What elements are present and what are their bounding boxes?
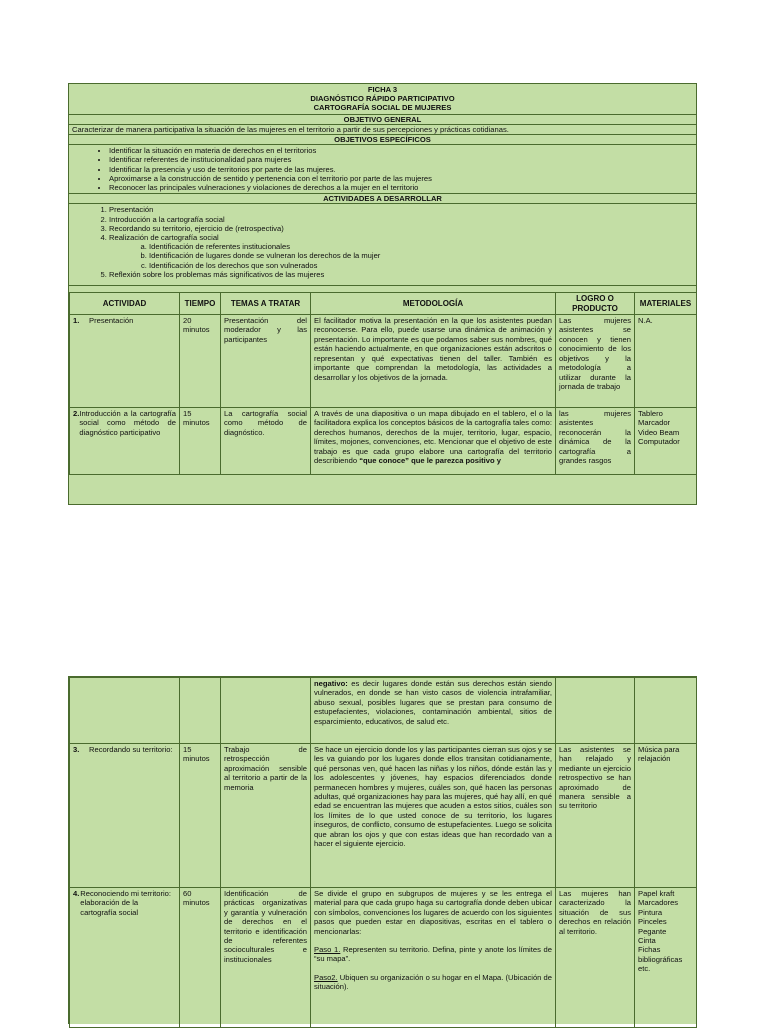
logro-cell: Las mujeres han caracterizado la situación de sus derechos en relación al territorio.: [556, 888, 635, 1028]
actividad-text: Recordando su territorio:: [89, 745, 173, 754]
metodologia-cell: [311, 678, 556, 744]
activities-table-continued: [69, 677, 697, 1028]
objetivos-especificos-label: OBJETIVOS ESPECÍFICOS: [69, 135, 696, 145]
list-item: • Identificar referentes de institucionalidad para mujeres: [109, 155, 696, 164]
metodologia-cell: Se hace un ejercicio donde los y las participantes cierran sus ojos y se les va guiando por los lugares donde ellos transitan cotidianamente, qué personas ven, qué hacen las niñas y los niños, dónde están las y los adolescentes y jóvenes, hay espacios diferenciados donde permanecen hombres y mujeres, cuáles son, qué hacen las personas adultas, qué organizaciones hay para las mujeres, qué hay allí, en qué edad se encuentran las mujeres que acuden a estos sitios, cuáles son los límites de lo que usted conoce de su territorio, los lugares inseguros, de conflicto, consumo de estupefacientes. Luego se solicita que abran los ojos y que con estas ideas que han recordado van a hacer el siguiente ejercicio.: [311, 744, 556, 888]
column-header: MATERIALES: [635, 293, 697, 315]
paso-text: Ubiquen su organización o su hogar en el Mapa. (Ubicación de situación).: [314, 972, 552, 992]
metodologia-text: Se divide el grupo en subgrupos de mujeres y se les entrega el material para que cada grupo haga su cartografía donde deben ubicar con símbolos, convenciones los lugares de acuerdo con los siguientes pasos que pueden estar en diapositivas, escritas en el tablero o mencionarlas:: [314, 889, 552, 936]
temas-cell: Trabajo de retrospección aproximación sensible al territorio a partir de la memoria: [221, 744, 311, 888]
paso-1: [314, 945, 552, 964]
metodologia-cell: [311, 888, 556, 1028]
tiempo-cell: 20 minutos: [180, 315, 221, 408]
objetivo-general-label: OBJETIVO GENERAL: [69, 115, 696, 125]
list-item: 2. Introducción a la cartografía social: [109, 215, 696, 224]
column-header: ACTIVIDAD: [70, 293, 180, 315]
tiempo-cell: [180, 678, 221, 744]
table-header-row: [70, 293, 697, 315]
list-item: 3. Recordando su territorio, ejercicio de (retrospectiva): [109, 224, 696, 233]
paso-text: Representen su territorio. Defina, pinte y anote los límites de “su mapa”.: [314, 945, 552, 964]
metodologia-text: es decir lugares donde están sus derechos están siendo vulnerados, en donde se han visto casos de violencia intrafamiliar, abuso sexual, posibles lugares que se prestan para consumo de estupefacientes, violaciones, contaminación ambiental, sitios de esparcimiento, educativos, de salud etc.: [314, 679, 552, 726]
metodologia-cell: [311, 408, 556, 475]
objetivos-especificos-list: [69, 145, 696, 194]
metodologia-bold-text: “que conoce” que le parezca positivo y: [359, 456, 501, 466]
sub-list-item: b. Identificación de lugares donde se vulneran los derechos de la mujer: [149, 251, 696, 260]
sub-list-item: a. Identificación de referentes institucionales: [149, 242, 696, 251]
objetivo-general-text: Caracterizar de manera participativa la situación de las mujeres en el territorio a partir de sus percepciones y prácticas cotidianas.: [69, 125, 696, 135]
title-block: [69, 84, 696, 115]
logro-cell: Las mujeres asistentes se conocen y tienen conocimiento de los objetivos y la metodología a utilizar durante la jornada de trabajo: [556, 315, 635, 408]
list-item: • Aproximarse a la construcción de sentido y pertenencia con el territorio por parte de las mujeres: [109, 174, 696, 183]
page-one: [68, 83, 697, 505]
actividad-cell: [70, 744, 180, 888]
metodologia-text: A través de una diapositiva o un mapa dibujado en el tablero, el o la facilitadora explica los conceptos básicos de la cartografía tales como: derechos humanos, derechos de la mujer, territorio, lugar, espacio, límites, mojones, convenciones, etc. Mencionar que el objetivo de este trabajo es que cada grupo elabore una cartografía del territorio describiendo: [314, 409, 552, 466]
temas-cell: [221, 678, 311, 744]
column-header: METODOLOGÍA: [311, 293, 556, 315]
tiempo-cell: 60 minutos: [180, 888, 221, 1028]
list-item: • Identificar la presencia y uso de territorios por parte de las mujeres.: [109, 165, 696, 174]
table-row: [70, 408, 697, 475]
temas-cell: Identificación de prácticas organizativas y garantía y vulneración de derechos en el territorio e identificación de referentes socioculturales e institucionales: [221, 888, 311, 1028]
page-two: [68, 676, 697, 1024]
column-header: LOGRO O PRODUCTO: [556, 293, 635, 315]
actividades-label: ACTIVIDADES A DESARROLLAR: [69, 194, 696, 204]
materiales-cell: Tablero Marcador Video Beam Computador: [635, 408, 697, 475]
temas-cell: La cartografía social como método de diagnóstico.: [221, 408, 311, 475]
row-number: 2.: [73, 409, 80, 419]
tiempo-cell: 15 minutos: [180, 408, 221, 475]
list-item: 1. Presentación: [109, 205, 696, 214]
logro-cell: Las asistentes se han relajado y mediante un ejercicio retrospectivo se han aproximado de manera sensible a su territorio: [556, 744, 635, 888]
list-item: [109, 233, 696, 270]
actividad-text: Presentación: [89, 316, 134, 326]
paso-label: Paso 1.: [314, 945, 341, 955]
materiales-cell: Papel kraft Marcadores Pintura Pinceles Pegante Cinta Fichas bibliográficas etc.: [635, 888, 697, 1028]
table-row: [70, 744, 697, 888]
list-item: • Identificar la situación en materia de derechos en el territorios: [109, 146, 696, 155]
actividad-cell: [70, 315, 180, 408]
list-item-label: Realización de cartografía social: [109, 233, 219, 243]
table-row: [70, 888, 697, 1028]
column-header: TIEMPO: [180, 293, 221, 315]
list-item: 5. Reflexión sobre los problemas más significativos de las mujeres: [109, 270, 696, 279]
materiales-cell: N.A.: [635, 315, 697, 408]
actividad-text: Introducción a la cartografía social como método de diagnóstico participativo: [79, 409, 176, 437]
sub-list-item: c. Identificación de los derechos que son vulnerados: [149, 261, 696, 270]
paso-label: Paso2.: [314, 972, 338, 982]
row-number: 4.: [73, 889, 80, 898]
paso-2: [314, 973, 552, 992]
activities-table: [69, 292, 697, 475]
ficha-number: FICHA 3: [367, 85, 398, 94]
document-subtitle: CARTOGRAFÍA SOCIAL DE MUJERES: [313, 103, 452, 113]
actividad-cell: [70, 888, 180, 1028]
temas-cell: Presentación del moderador y las participantes: [221, 315, 311, 408]
materiales-cell: Música para relajación: [635, 744, 697, 888]
document-title: DIAGNÓSTICO RÁPIDO PARTICIPATIVO: [310, 94, 455, 104]
row-number: 1.: [73, 316, 80, 326]
list-item: • Reconocer las principales vulneraciones y violaciones de derechos a la mujer en el territorio: [109, 183, 696, 192]
actividades-list: [69, 204, 696, 286]
row-number: 3.: [73, 745, 80, 754]
table-row: [70, 315, 697, 408]
actividad-cell: [70, 408, 180, 475]
metodologia-cell: El facilitador motiva la presentación en la que los asistentes puedan reconocerse. Para ello, puede usarse una dinámica de animación y presentación. Lo importante es que podamos saber sus nombres, qué están haciendo actualmente, en que organizaciones están adscritos o representan y qué expectativas tienen del taller. También es importante que comprendan la metodología, las actividades a desarrollar y los objetivos de la jornada.: [311, 315, 556, 408]
table-row: [70, 678, 697, 744]
materiales-cell: [635, 678, 697, 744]
logro-cell: [556, 678, 635, 744]
logro-cell: las mujeres asistentes reconocerán la dinámica de la cartografía a grandes rasgos: [556, 408, 635, 475]
tiempo-cell: 15 minutos: [180, 744, 221, 888]
actividad-text: Reconociendo mi territorio: elaboración de la cartografía social: [80, 889, 172, 917]
actividad-cell: [70, 678, 180, 744]
metodologia-bold-text: negativo:: [314, 679, 348, 688]
column-header: TEMAS A TRATAR: [221, 293, 311, 315]
